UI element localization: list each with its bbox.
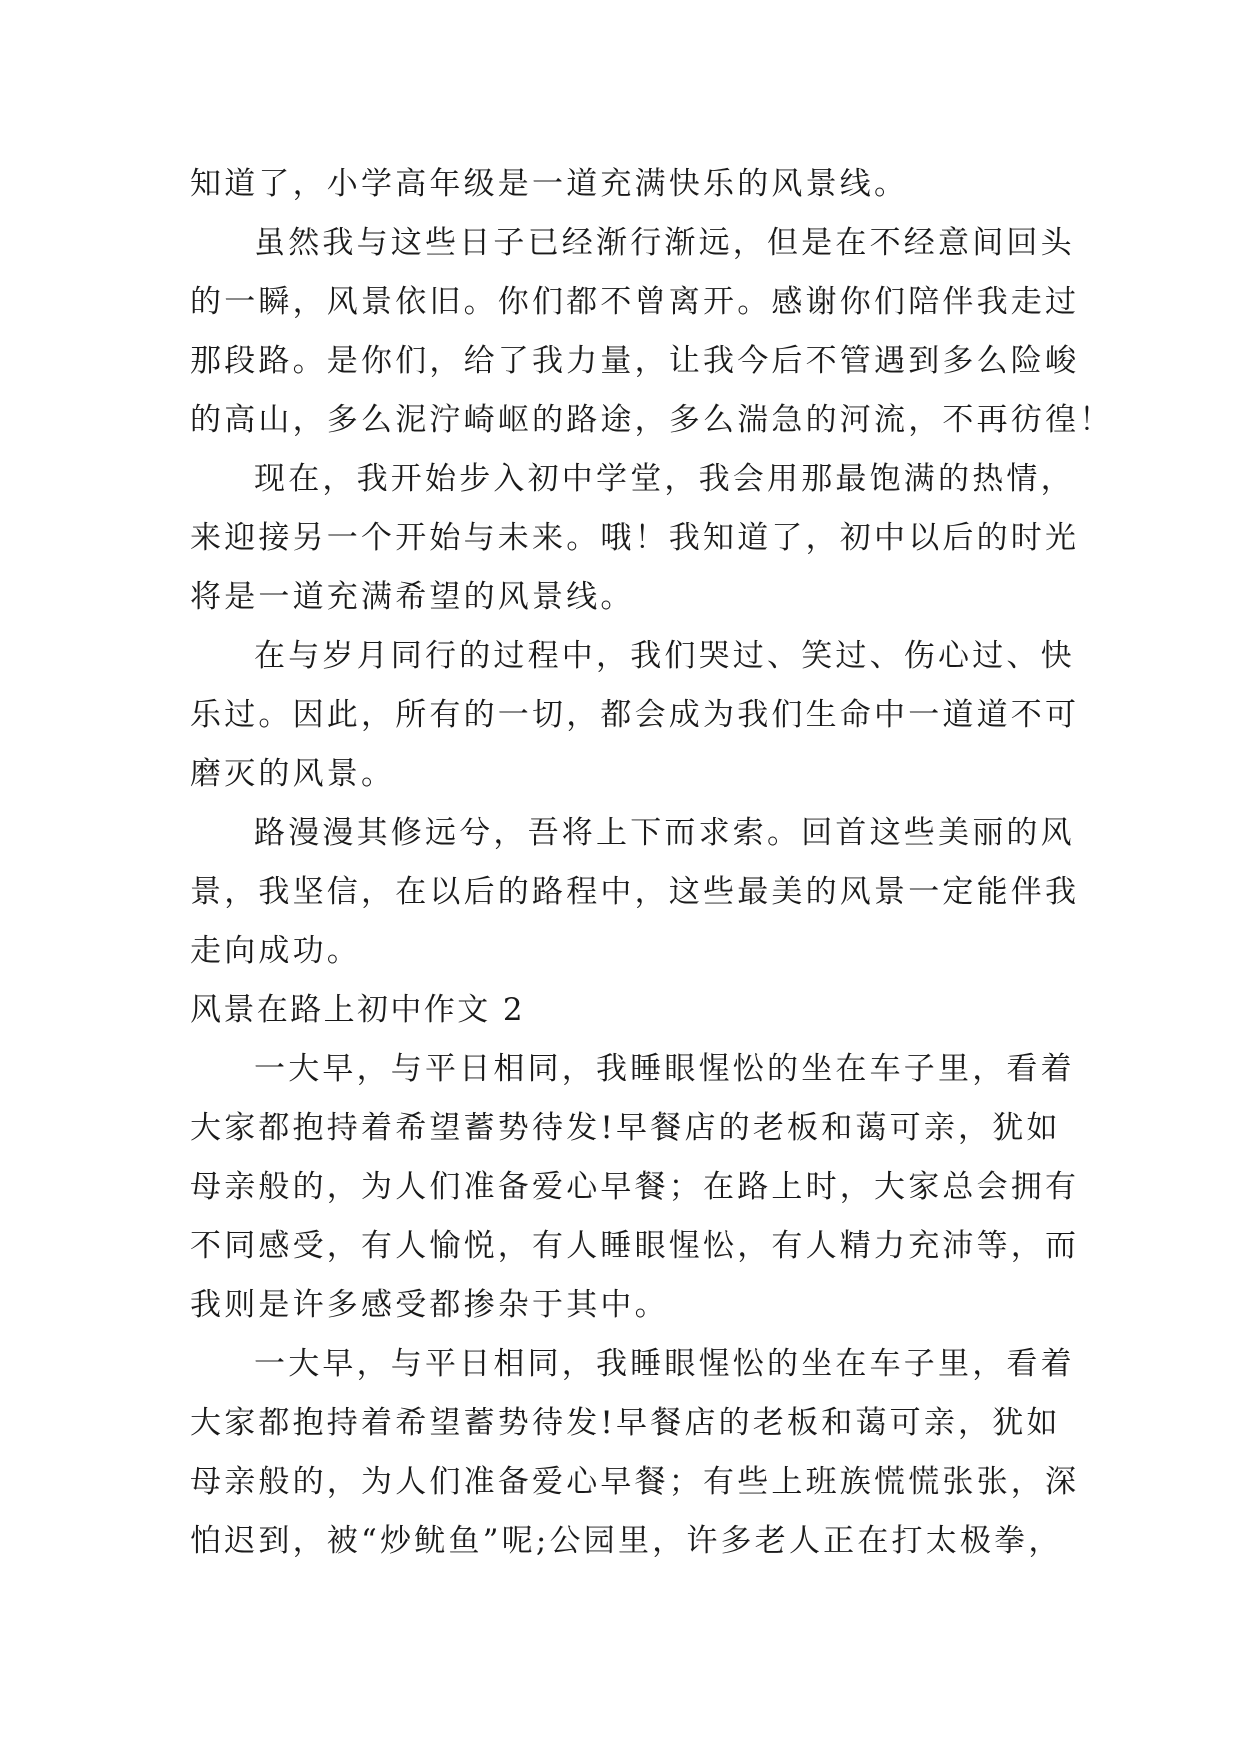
paragraph bbox=[190, 804, 1080, 981]
text-line: 来迎接另一个开始与未来。哦！我知道了，初中以后的时光 bbox=[190, 520, 1080, 556]
text-line: 现在，我开始步入初中学堂，我会用那最饱满的热情， bbox=[254, 461, 1075, 497]
paragraph bbox=[190, 214, 1114, 450]
text-line: 我则是许多感受都掺杂于其中。 bbox=[190, 1287, 669, 1323]
text-line: 大家都抱持着希望蓄势待发!早餐店的老板和蔼可亲，犹如 bbox=[190, 1110, 1061, 1146]
section-heading bbox=[190, 981, 1060, 1040]
text-line: 景，我坚信，在以后的路程中，这些最美的风景一定能伴我 bbox=[190, 874, 1080, 910]
paragraph bbox=[190, 1335, 1080, 1571]
text-line: 的一瞬，风景依旧。你们都不曾离开。感谢你们陪伴我走过 bbox=[190, 284, 1080, 320]
text-line: 不同感受，有人愉悦，有人睡眼惺忪，有人精力充沛等，而 bbox=[190, 1228, 1080, 1264]
text-line: 一大早，与平日相同，我睡眼惺忪的坐在车子里，看着 bbox=[254, 1346, 1075, 1382]
text-line: 将是一道充满希望的风景线。 bbox=[190, 579, 635, 615]
paragraph bbox=[190, 155, 1060, 214]
text-line: 母亲般的，为人们准备爱心早餐；有些上班族慌慌张张，深 bbox=[190, 1464, 1080, 1500]
text-line: 在与岁月同行的过程中，我们哭过、笑过、伤心过、快 bbox=[254, 638, 1075, 674]
paragraph bbox=[190, 450, 1080, 627]
text-line: 母亲般的，为人们准备爱心早餐；在路上时，大家总会拥有 bbox=[190, 1169, 1080, 1205]
paragraph bbox=[190, 627, 1080, 804]
text-line: 一大早，与平日相同，我睡眼惺忪的坐在车子里，看着 bbox=[254, 1051, 1075, 1087]
text-line: 虽然我与这些日子已经渐行渐远，但是在不经意间回头 bbox=[254, 225, 1075, 261]
text-line: 的高山，多么泥泞崎岖的路途，多么湍急的河流，不再彷徨！ bbox=[190, 402, 1114, 438]
text-line: 怕迟到，被“炒鱿鱼”呢;公园里，许多老人正在打太极拳， bbox=[190, 1523, 1063, 1559]
text-line: 大家都抱持着希望蓄势待发!早餐店的老板和蔼可亲，犹如 bbox=[190, 1405, 1061, 1441]
text-line: 那段路。是你们，给了我力量，让我今后不管遇到多么险峻 bbox=[190, 343, 1080, 379]
text-line: 路漫漫其修远兮，吾将上下而求索。回首这些美丽的风 bbox=[254, 815, 1075, 851]
text-line: 乐过。因此，所有的一切，都会成为我们生命中一道道不可 bbox=[190, 697, 1080, 733]
text-line: 磨灭的风景。 bbox=[190, 756, 396, 792]
paragraph bbox=[190, 1040, 1080, 1335]
heading-text: 风景在路上初中作文 2 bbox=[190, 992, 525, 1028]
text-line: 知道了，小学高年级是一道充满快乐的风景线。 bbox=[190, 166, 909, 202]
document-body bbox=[190, 155, 1114, 1571]
text-line: 走向成功。 bbox=[190, 933, 361, 969]
